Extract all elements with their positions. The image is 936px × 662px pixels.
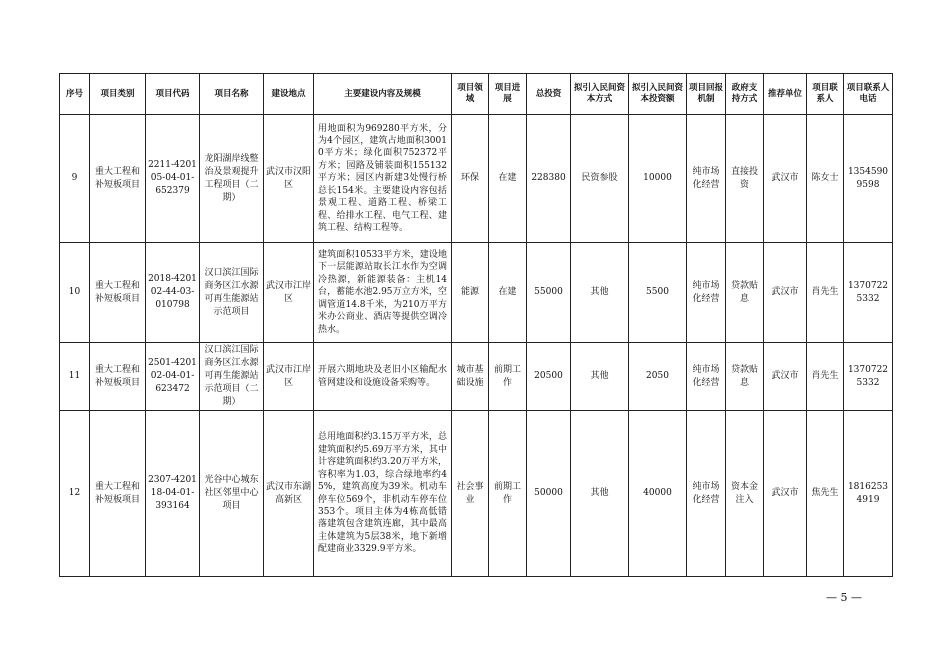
cell-phone: 13545909598 (844, 115, 893, 243)
cell-capital-amount: 5500 (629, 243, 687, 343)
cell-name: 汉口滨江国际商务区江水源可再生能源站示范项目（二期） (200, 343, 264, 411)
header-phone: 项目联系人电话 (844, 74, 893, 115)
header-no: 序号 (60, 74, 90, 115)
cell-capital-mode: 其他 (571, 243, 629, 343)
header-content: 主要建设内容及规模 (314, 74, 452, 115)
cell-support: 贷款贴息 (726, 243, 764, 343)
cell-name: 龙阳湖岸线整治及景观提升工程项目（二期） (200, 115, 264, 243)
cell-no: 11 (60, 343, 90, 411)
cell-no: 10 (60, 243, 90, 343)
cell-progress: 在建 (489, 243, 527, 343)
header-row (60, 74, 893, 115)
cell-progress: 在建 (489, 115, 527, 243)
cell-field: 城市基础设施 (452, 343, 489, 411)
page-number: — 5 — (826, 591, 862, 604)
project-table-sheet (59, 73, 893, 577)
cell-return: 纯市场化经营 (687, 115, 726, 243)
cell-category: 重大工程和补短板项目 (90, 115, 146, 243)
header-capital-mode: 拟引入民间资本方式 (571, 74, 629, 115)
cell-capital-amount: 2050 (629, 343, 687, 411)
project-table (59, 73, 893, 577)
cell-field: 环保 (452, 115, 489, 243)
cell-contact: 焦先生 (807, 411, 844, 577)
cell-location: 武汉市江岸区 (264, 243, 314, 343)
table-row (60, 243, 893, 343)
cell-phone: 13707225332 (844, 243, 893, 343)
cell-code: 2307-420118-04-01-393164 (146, 411, 200, 577)
header-field: 项目领域 (452, 74, 489, 115)
cell-recommender: 武汉市 (764, 243, 807, 343)
header-name: 项目名称 (200, 74, 264, 115)
cell-category: 重大工程和补短板项目 (90, 411, 146, 577)
cell-content: 总用地面积约3.15万平方米，总建筑面积约5.69万平方米，其中计容建筑面积约3.20万平方米，容积率为1.03，综合绿地率约45%，建筑高度为39米。机动车停车位569个，非机动车停车位353个。项目主体为4栋高低错落建筑包含建筑连廊，其中最高主体建筑为5层38米，地下新增配建商业3329.9平方米。 (314, 411, 452, 577)
cell-no: 9 (60, 115, 90, 243)
cell-return: 纯市场化经营 (687, 411, 726, 577)
cell-field: 能源 (452, 243, 489, 343)
cell-total: 50000 (527, 411, 571, 577)
cell-content: 建筑面积10533平方米，建设地下一层能源站取长江水作为空调冷热源，新能源装备：主机14台，蓄能水池2.95万立方米，空调管道14.8千米，为210万平方米办公商业、酒店等提供空调冷热水。 (314, 243, 452, 343)
cell-contact: 肖先生 (807, 243, 844, 343)
table-row (60, 343, 893, 411)
cell-category: 重大工程和补短板项目 (90, 343, 146, 411)
cell-name: 光谷中心城东社区邻里中心项目 (200, 411, 264, 577)
cell-support: 资本金注入 (726, 411, 764, 577)
header-contact: 项目联系人 (807, 74, 844, 115)
header-location: 建设地点 (264, 74, 314, 115)
header-progress: 项目进展 (489, 74, 527, 115)
cell-progress: 前期工作 (489, 411, 527, 577)
cell-code: 2211-420105-04-01-652379 (146, 115, 200, 243)
cell-content: 开展六期地块及老旧小区输配水管网建设和设施设备采购等。 (314, 343, 452, 411)
header-total: 总投资 (527, 74, 571, 115)
cell-field: 社会事业 (452, 411, 489, 577)
cell-support: 直接投资 (726, 115, 764, 243)
cell-capital-mode: 其他 (571, 343, 629, 411)
cell-capital-mode: 民资参股 (571, 115, 629, 243)
cell-code: 2501-420102-04-01-623472 (146, 343, 200, 411)
cell-capital-amount: 10000 (629, 115, 687, 243)
cell-location: 武汉市汉阳区 (264, 115, 314, 243)
cell-support: 贷款贴息 (726, 343, 764, 411)
header-code: 项目代码 (146, 74, 200, 115)
cell-total: 20500 (527, 343, 571, 411)
cell-contact: 肖先生 (807, 343, 844, 411)
header-support: 政府支持方式 (726, 74, 764, 115)
cell-code: 2018-420102-44-03-010798 (146, 243, 200, 343)
cell-return: 纯市场化经营 (687, 243, 726, 343)
cell-recommender: 武汉市 (764, 115, 807, 243)
table-row (60, 411, 893, 577)
table-row (60, 115, 893, 243)
header-category: 项目类别 (90, 74, 146, 115)
cell-content: 用地面积为969280平方米，分为4个园区，建筑占地面积30010平方米；绿化面积752372平方米；园路及铺装面积155132平方米；园区内新建3处慢行桥总长154米。主要建设内容包括景观工程、道路工程、桥梁工程、给排水工程、电气工程、建筑工程、结构工程等。 (314, 115, 452, 243)
cell-phone: 18162534919 (844, 411, 893, 577)
cell-contact: 陈女士 (807, 115, 844, 243)
cell-category: 重大工程和补短板项目 (90, 243, 146, 343)
cell-progress: 前期工作 (489, 343, 527, 411)
cell-no: 12 (60, 411, 90, 577)
cell-recommender: 武汉市 (764, 343, 807, 411)
header-recommender: 推荐单位 (764, 74, 807, 115)
cell-location: 武汉市江岸区 (264, 343, 314, 411)
cell-return: 纯市场化经营 (687, 343, 726, 411)
cell-total: 228380 (527, 115, 571, 243)
cell-capital-amount: 40000 (629, 411, 687, 577)
cell-name: 汉口滨江国际商务区江水源可再生能源站示范项目 (200, 243, 264, 343)
cell-capital-mode: 其他 (571, 411, 629, 577)
cell-recommender: 武汉市 (764, 411, 807, 577)
header-return: 项目回报机制 (687, 74, 726, 115)
cell-total: 55000 (527, 243, 571, 343)
header-capital-amount: 拟引入民间资本投资额 (629, 74, 687, 115)
cell-location: 武汉市东湖高新区 (264, 411, 314, 577)
cell-phone: 13707225332 (844, 343, 893, 411)
